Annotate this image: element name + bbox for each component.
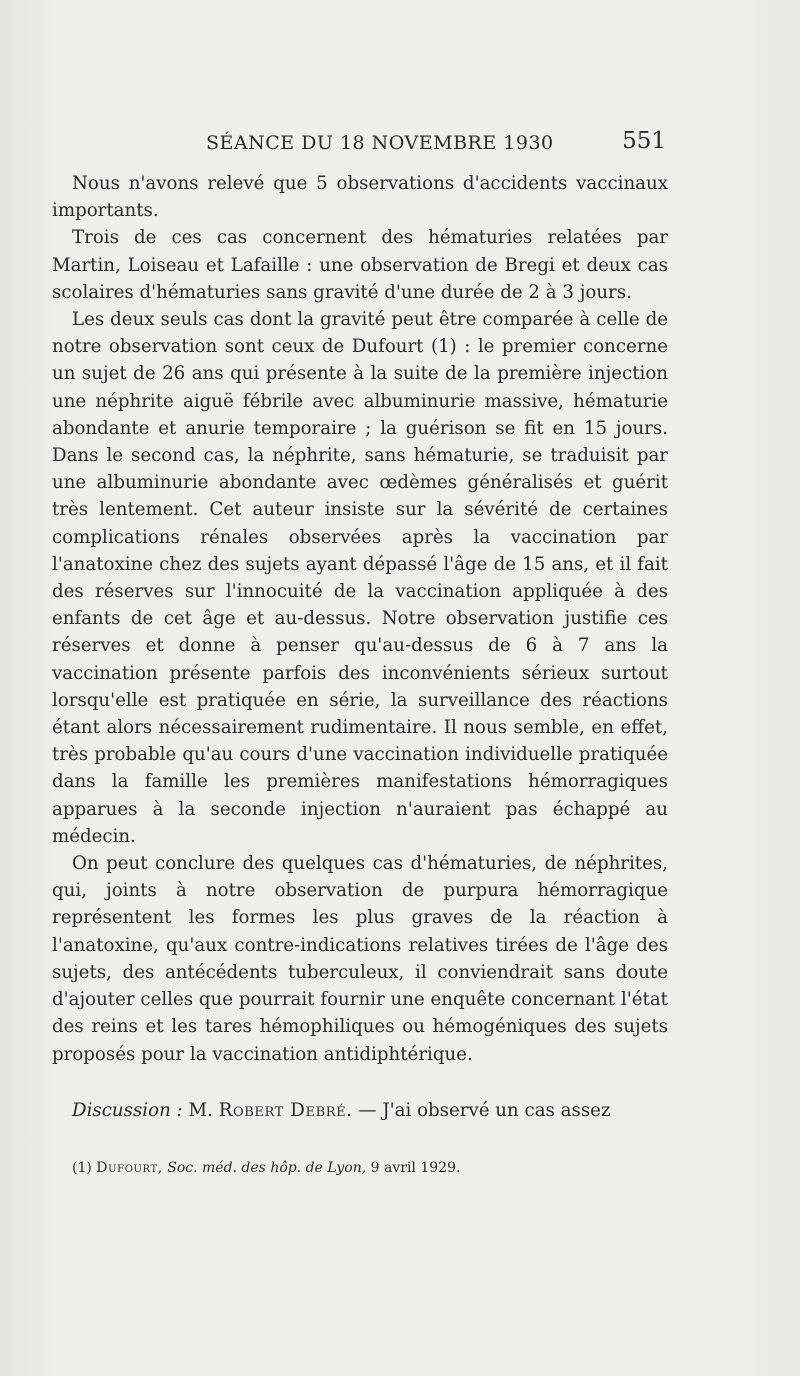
paragraph-2: Trois de ces cas concernent des hématuries relatées par Martin, Loiseau et Lafaille : une observation de Bregi et deux cas scolaires d'hématuries sans gravité d'une durée de 2 à 3 jours.: [52, 227, 668, 303]
discussion-label: Discussion :: [72, 1100, 183, 1121]
footnote-date: 9 avril 1929.: [370, 1160, 461, 1176]
page-number: 551: [622, 128, 666, 154]
footnote-source: Soc. méd. des hôp. de Lyon,: [167, 1160, 367, 1176]
running-head: SÉANCE DU 18 NOVEMBRE 1930: [206, 132, 554, 154]
discussion-text: — J'ai observé un cas assez: [358, 1100, 611, 1121]
body-text: [52, 170, 668, 1068]
paragraph-3: Les deux seuls cas dont la gravité peut être comparée à celle de notre observation sont ceux de Dufourt (1) : le premier concerne un sujet de 26 ans qui présente à la suite de la première injection une néphrite aiguë fébrile avec albuminurie massive, hématurie abondante et anurie temporaire ; la guérison se fit en 15 jours. Dans le second cas, la néphrite, sans hématurie, se traduisit par une albuminurie abondante avec œdèmes généralisés et guérit très lentement. Cet auteur insiste sur la sévérité de certaines complications rénales observées après la vaccination par l'anatoxine chez des sujets ayant dépassé l'âge de 15 ans, et il fait des réserves sur l'innocuité de la vaccination appliquée à des enfants de cet âge et au-dessus. Notre observation justifie ces réserves et donne à penser qu'au-dessus de 6 à 7 ans la vaccination présente parfois des inconvénients sérieux surtout lorsqu'elle est pratiquée en série, la surveillance des réactions étant alors nécessairement rudimentaire. Il nous semble, en effet, très probable qu'au cours d'une vaccination individuelle pratiquée dans la famille les premières manifestations hémorragiques apparues à la seconde injection n'auraient pas échappé au médecin.: [52, 309, 668, 847]
footnote: [52, 1158, 668, 1178]
discussion-line: [52, 1097, 668, 1124]
footnote-author: Dufourt,: [96, 1160, 163, 1176]
footnote-marker: (1): [72, 1160, 92, 1176]
page-header: [52, 128, 666, 164]
speaker-prefix: M.: [188, 1100, 213, 1121]
speaker-name: Robert Debré.: [218, 1100, 353, 1121]
paragraph-1: Nous n'avons relevé que 5 observations d'accidents vaccinaux importants.: [52, 173, 668, 222]
paragraph-4: On peut conclure des quelques cas d'hématuries, de néphrites, qui, joints à notre observation de purpura hémorragique représentent les formes les plus graves de la réaction à l'anatoxine, qu'aux contre-indications relatives tirées de l'âge des sujets, des antécédents tuberculeux, il conviendrait sans doute d'ajouter celles que pourrait fournir une enquête concernant l'état des reins et les tares hémophiliques ou hémogéniques des sujets proposés pour la vaccination antidiphtérique.: [52, 853, 668, 1065]
